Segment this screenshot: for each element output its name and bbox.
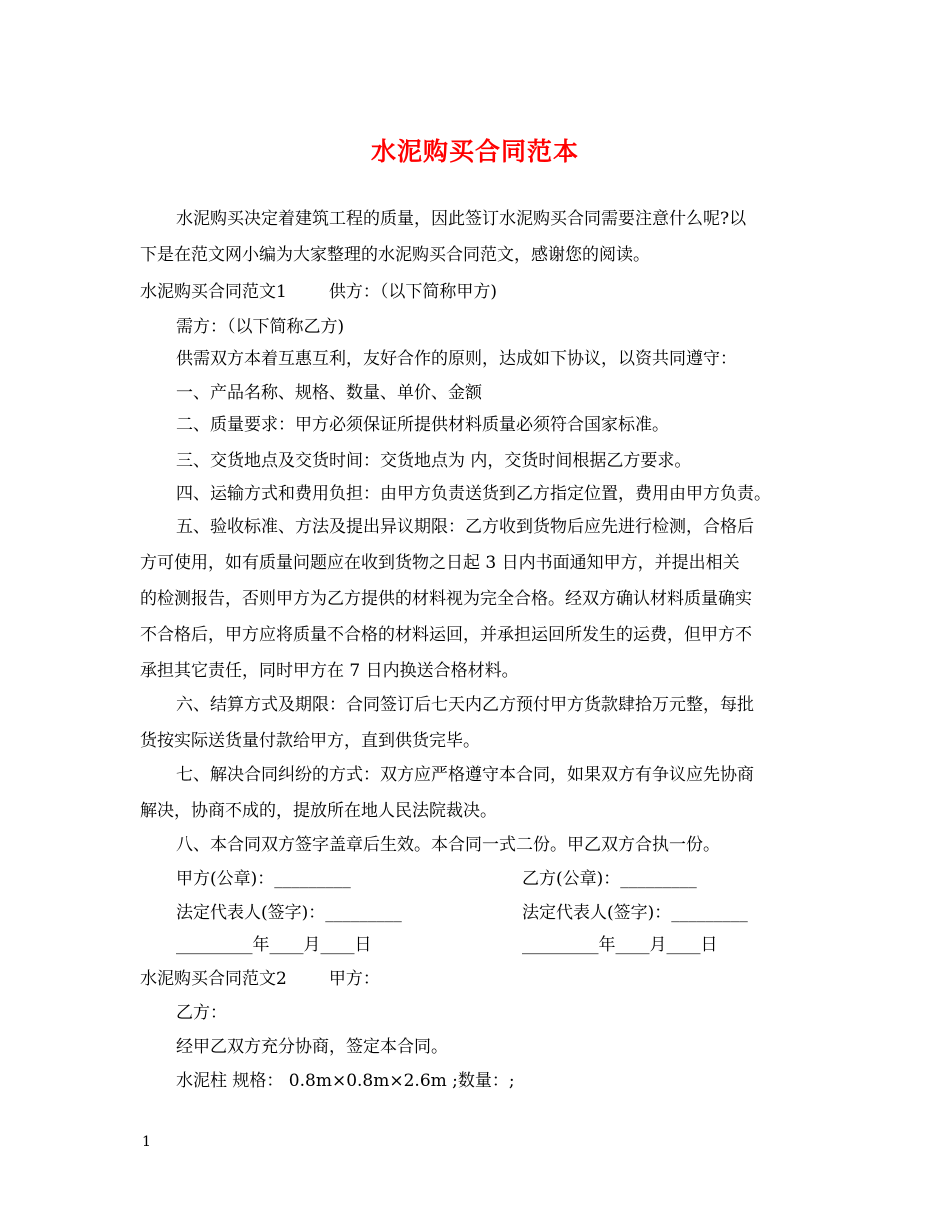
sample2-heading-row — [140, 968, 380, 990]
clause-7-line-2: 解决，协商不成的，提放所在地人民法院裁决。 — [140, 801, 497, 821]
clause-1: 一、产品名称、规格、数量、单价、金额 — [176, 383, 482, 403]
clause-6-line-2: 货按实际送货量付款给甲方，直到供货完毕。 — [140, 731, 480, 751]
clause-7-line-1: 七、解决合同纠纷的方式：双方应严格遵守本合同，如果双方有争议应先协商 — [176, 765, 754, 785]
clause-5-line-5: 承担其它责任，同时甲方在 7 日内换送合格材料。 — [140, 661, 519, 681]
party-a-date: _________年____月____日 — [176, 935, 372, 955]
sample2-agreement: 经甲乙双方充分协商，签定本合同。 — [176, 1037, 448, 1057]
clause-5-line-3: 的检测报告，否则甲方为乙方提供的材料视为完全合格。经双方确认材料质量确实 — [140, 589, 752, 609]
clause-5-line-4: 不合格后，甲方应将质量不合格的材料运回，并承担运回所发生的运费，但甲方不 — [140, 625, 752, 645]
clause-6-line-1: 六、结算方式及期限：合同签订后七天内乙方预付甲方货款肆拾万元整，每批 — [176, 695, 754, 715]
clause-4: 四、运输方式和费用负担：由甲方负责送货到乙方指定位置，费用由甲方负责。 — [176, 484, 771, 504]
party-a-representative: 法定代表人(签字)：_________ — [176, 903, 402, 923]
page-number: 1 — [142, 1134, 151, 1150]
clause-8: 八、本合同双方签字盖章后生效。本合同一式二份。甲乙双方合执一份。 — [176, 835, 720, 855]
clause-2: 二、质量要求：甲方必须保证所提供材料质量必须符合国家标准。 — [176, 415, 669, 435]
document-title: 水泥购买合同范本 — [370, 137, 579, 166]
party-b-seal: 乙方(公章)：_________ — [522, 869, 697, 889]
party-a-seal: 甲方(公章)：_________ — [176, 869, 351, 889]
agreement-line: 供需双方本着互惠互利，友好合作的原则，达成如下协议，以资共同遵守： — [176, 349, 737, 369]
sample2-party-a: 甲方： — [328, 969, 380, 989]
sample1-heading-row — [140, 281, 497, 303]
sample2-party-b: 乙方： — [176, 1003, 227, 1023]
sample2-item: 水泥柱 规格： 0.8m×0.8m×2.6m ;数量：; — [176, 1071, 515, 1091]
party-b-date: _________年____月____日 — [522, 935, 718, 955]
sample1-heading: 水泥购买合同范文1 — [140, 282, 287, 302]
clause-3: 三、交货地点及交货时间：交货地点为 内，交货时间根据乙方要求。 — [176, 451, 692, 471]
sample2-heading: 水泥购买合同范文2 — [140, 969, 287, 989]
supplier-line: 供方：（以下简称甲方) — [328, 282, 497, 302]
party-b-representative: 法定代表人(签字)：_________ — [522, 903, 748, 923]
clause-5-line-2: 方可使用，如有质量问题应在收到货物之日起 3 日内书面通知甲方，并提出相关 — [140, 553, 740, 573]
buyer-line: 需方：（以下简称乙方) — [176, 317, 345, 337]
intro-line-1: 水泥购买决定着建筑工程的质量，因此签订水泥购买合同需要注意什么呢?以 — [176, 209, 747, 229]
intro-line-2: 下是在范文网小编为大家整理的水泥购买合同范文，感谢您的阅读。 — [140, 245, 650, 265]
clause-5-line-1: 五、验收标准、方法及提出异议期限：乙方收到货物后应先进行检测，合格后 — [176, 517, 754, 537]
